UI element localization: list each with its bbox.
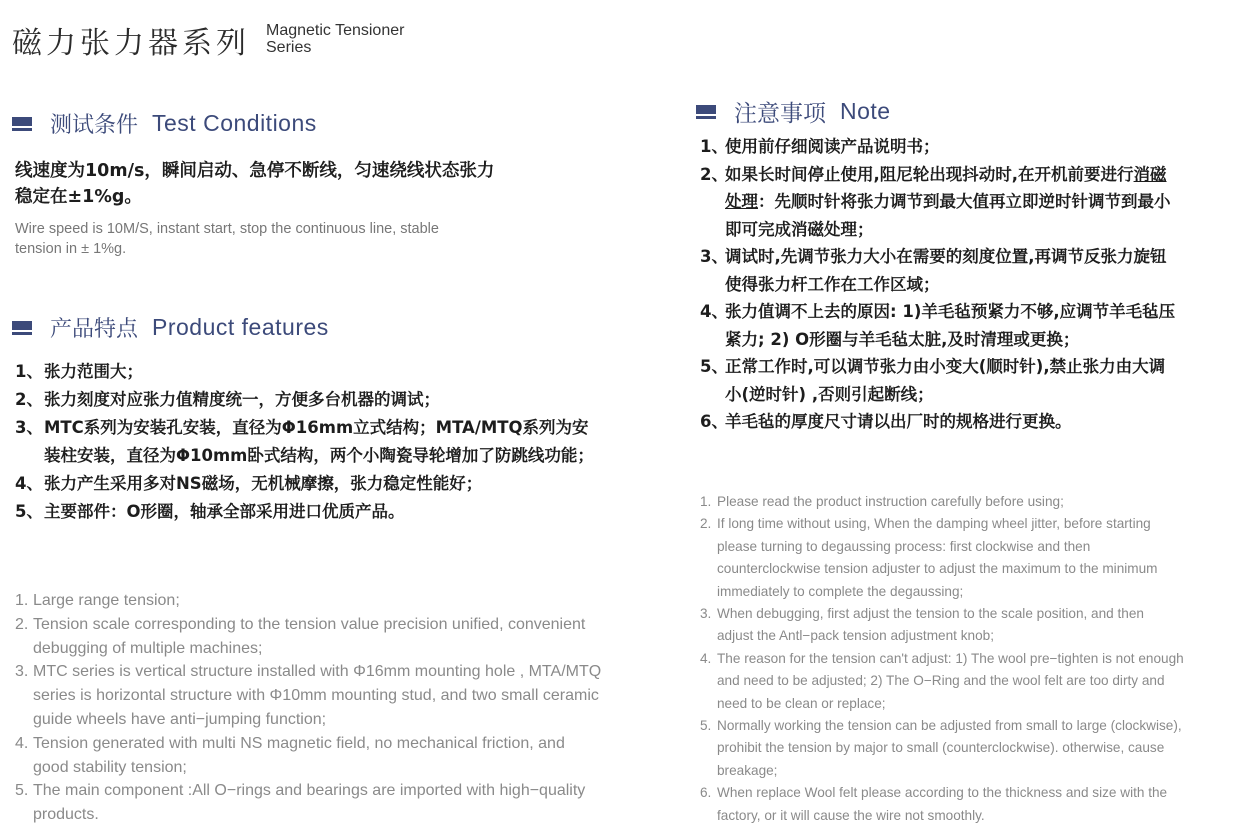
list-item <box>15 779 655 827</box>
test-conditions-text-zh <box>15 158 494 210</box>
degauss-underlined-text: 处理 <box>725 192 758 211</box>
list-item-line: Normally working the tension can be adjusted from small to large (clockwise), <box>717 718 1182 734</box>
list-item-line: 装柱安装，直径为Φ10mm卧式结构，两个小陶瓷导轮增加了防跳线功能； <box>44 446 594 465</box>
page-title-zh: 磁力张力器系列 <box>12 26 250 61</box>
product-features-heading-en: Product features <box>152 314 329 340</box>
note-item-number: 2、 <box>700 164 728 184</box>
list-item-line: adjust the Antl−pack tension adjustment knob; <box>717 628 994 644</box>
note-item-number: 6、 <box>700 412 728 431</box>
page-title-en <box>266 22 404 56</box>
list-item-line: prohibit the tension by major to small (counterclockwise). otherwise, cause <box>717 740 1165 756</box>
list-item-line: The reason for the tension can't adjust: 1) The wool pre−tighten is not enough <box>717 650 1184 666</box>
list-item-number: 3. <box>15 663 29 681</box>
list-item-line: 张力产生采用多对NS磁场，无机械摩擦，张力稳定性能好； <box>44 474 483 493</box>
note-item-line: 羊毛毡的厚度尺寸请以出厂时的规格进行更换。 <box>725 412 1072 431</box>
list-item-line: Large range tension; <box>33 592 180 609</box>
list-item-line: If long time without using, When the damping wheel jitter, before starting <box>717 516 1151 532</box>
list-item <box>15 660 655 731</box>
note-item-zh <box>700 243 1236 298</box>
note-item-number: 4、 <box>700 302 728 321</box>
note-item-line: 紧力; 2) O形圈与羊毛毡太脏,及时清理或更换； <box>725 329 1080 349</box>
note-item-number: 5、 <box>700 357 728 376</box>
list-item-number: 1、 <box>15 362 43 381</box>
product-features-list-en <box>15 589 655 827</box>
note-item-text: 如果长时间停止使用,阻尼轮出现抖动时,在开机前要进行 <box>725 164 1134 184</box>
list-item <box>15 414 640 470</box>
list-item-line: Tension generated with multi NS magnetic field, no mechanical friction, and <box>33 734 565 752</box>
list-item-number: 2、 <box>15 390 43 409</box>
note-item-line <box>725 188 1236 216</box>
section-bullet-icon <box>696 105 716 119</box>
note-heading <box>696 95 891 128</box>
list-item-line: The main component :All O−rings and bearings are imported with high−quality <box>33 782 586 800</box>
test-conditions-text-en-line1: Wire speed is 10M/S, instant start, stop the continuous line, stable <box>15 221 439 237</box>
list-item-line: immediately to complete the degaussing; <box>717 583 964 599</box>
list-item-line: 主要部件：O形圈，轴承全部采用进口优质产品。 <box>44 502 405 521</box>
list-item-number: 2. <box>700 516 712 532</box>
product-features-list-zh <box>15 358 640 526</box>
list-item-line: Please read the product instruction carefully before using; <box>717 494 1064 509</box>
note-item-zh <box>700 298 1236 353</box>
list-item-number: 5. <box>700 718 712 734</box>
test-conditions-heading-en: Test Conditions <box>152 110 317 136</box>
test-conditions-text-en <box>15 219 439 259</box>
list-item <box>15 386 640 414</box>
test-conditions-text-en-line2: tension in ± 1%g. <box>15 241 127 257</box>
list-item-line: and need to be adjusted; 2) The O−Ring and the wool felt are too dirty and <box>717 673 1165 689</box>
list-item-number: 4. <box>700 650 712 666</box>
note-item-line: 张力值调不上去的原因: 1)羊毛毡预紧力不够,应调节羊毛毡压 <box>725 302 1176 321</box>
list-item <box>15 613 655 661</box>
list-item-line: Tension scale corresponding to the tension value precision unified, convenient <box>33 615 586 633</box>
list-item <box>700 603 1235 648</box>
note-heading-en: Note <box>840 98 891 124</box>
section-bullet-icon <box>12 117 32 131</box>
list-item-line: When replace Wool felt please according to the thickness and size with the <box>717 785 1168 801</box>
list-item-line: debugging of multiple machines; <box>33 639 263 657</box>
page-title-en-line1: Magnetic Tensioner <box>266 22 405 39</box>
list-item-line: When debugging, first adjust the tension to the scale position, and then <box>717 606 1144 622</box>
list-item <box>700 782 1235 827</box>
list-item <box>15 358 640 386</box>
list-item-number: 4. <box>15 734 29 752</box>
test-conditions-heading <box>12 108 317 139</box>
list-item-number: 1. <box>15 592 29 609</box>
list-item-number: 6. <box>700 785 712 801</box>
list-item <box>700 648 1235 715</box>
list-item-line: products. <box>33 806 99 824</box>
note-item-line: 即可完成消磁处理； <box>725 219 874 239</box>
note-list-en <box>700 491 1235 827</box>
list-item <box>15 470 640 498</box>
list-item-number: 1. <box>700 494 712 509</box>
list-item-line: 张力刻度对应张力值精度统一，方便多台机器的调试； <box>44 390 440 409</box>
list-item-line: please turning to degaussing process: first clockwise and then <box>717 538 1091 554</box>
note-item-zh <box>700 408 1236 436</box>
list-item-line: counterclockwise tension adjuster to adjust the maximum to the minimum <box>717 561 1158 577</box>
list-item-line: good stability tension; <box>33 758 187 776</box>
test-conditions-text-zh-line1: 线速度为10m/s，瞬间启动、急停不断线，匀速绕线状态张力 <box>15 161 495 181</box>
note-item-line: 调试时,先调节张力大小在需要的刻度位置,再调节反张力旋钮 <box>725 247 1167 266</box>
note-item-zh <box>700 353 1236 408</box>
test-conditions-text-zh-line2: 稳定在±1%g。 <box>15 187 142 207</box>
page-title-en-line2: Series <box>266 39 312 56</box>
list-item-number: 2. <box>15 615 29 633</box>
list-item-line: 张力范围大； <box>44 362 143 381</box>
note-item-line: 使用前仔细阅读产品说明书； <box>725 137 940 156</box>
list-item-line: factory, or it will cause the wire not smoothly. <box>717 807 985 823</box>
list-item <box>15 732 655 780</box>
list-item-line: series is horizontal structure with Φ10mm mounting stud, and two small ceramic <box>33 687 599 705</box>
note-item-line: 小(逆时针) ,否则引起断线； <box>725 384 934 404</box>
product-features-heading-zh: 产品特点 <box>50 317 139 342</box>
note-item-zh <box>700 161 1236 244</box>
list-item <box>15 498 640 526</box>
list-item <box>700 715 1235 782</box>
note-item-line <box>725 161 1236 189</box>
note-item-line: 正常工作时,可以调节张力由小变大(顺时针),禁止张力由大调 <box>725 357 1166 376</box>
list-item-number: 3、 <box>15 418 43 437</box>
list-item <box>700 491 1235 513</box>
list-item-line: MTC系列为安装孔安装，直径为Φ16mm立式结构；MTA/MTQ系列为安 <box>44 418 589 437</box>
list-item-number: 3. <box>700 606 712 622</box>
note-item-text: ：先顺时针将张力调节到最大值再立即逆时针调节到最小 <box>758 192 1171 211</box>
test-conditions-heading-zh: 测试条件 <box>50 113 139 138</box>
list-item-line: need to be clean or replace; <box>717 695 886 711</box>
degauss-underlined-text: 消磁 <box>1133 164 1167 184</box>
note-item-line: 使得张力杆工作在工作区域； <box>725 274 940 294</box>
list-item-number: 4、 <box>15 474 43 493</box>
list-item-line: MTC series is vertical structure installed with Φ16mm mounting hole , MTA/MTQ <box>33 663 602 681</box>
note-item-number: 3、 <box>700 247 728 266</box>
list-item-line: breakage; <box>717 762 778 778</box>
note-heading-zh: 注意事项 <box>734 101 826 127</box>
list-item <box>15 589 655 613</box>
note-item-zh <box>700 133 1236 161</box>
note-item-number: 1、 <box>700 137 728 156</box>
list-item <box>700 513 1235 603</box>
section-bullet-icon <box>12 321 32 335</box>
list-item-number: 5、 <box>15 502 43 521</box>
list-item-number: 5. <box>15 782 29 800</box>
product-features-heading <box>12 312 329 343</box>
list-item-line: guide wheels have anti−jumping function; <box>33 710 327 728</box>
note-list-zh <box>700 133 1236 436</box>
